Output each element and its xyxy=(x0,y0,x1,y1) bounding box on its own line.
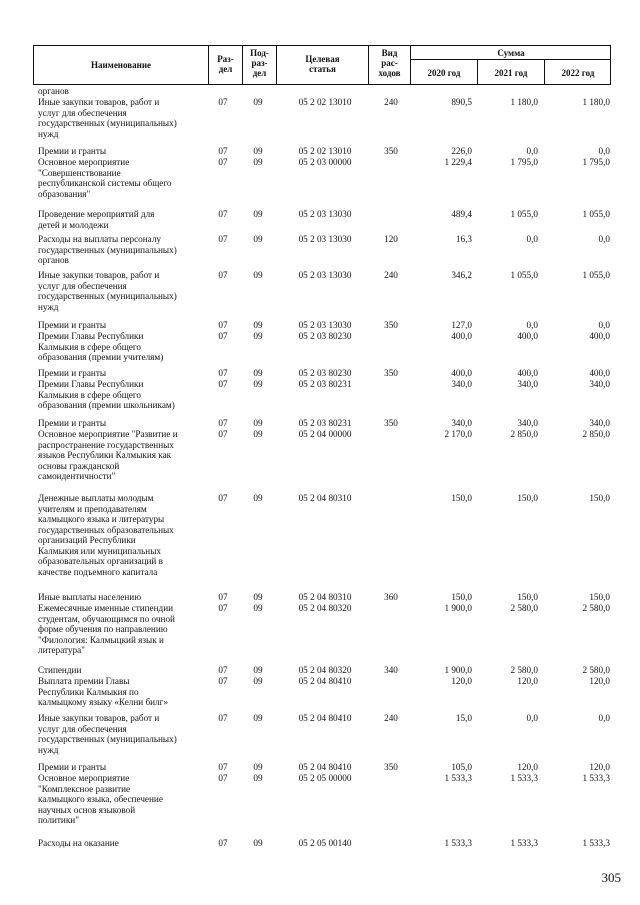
row-razdel: 07 xyxy=(218,713,228,723)
row-podrazdel: 09 xyxy=(253,429,263,439)
header-vid-rashodov: Вид рас- ходов xyxy=(378,48,401,78)
row-sum-2020: 127,0 xyxy=(451,320,472,330)
header-summa: Сумма xyxy=(497,48,525,58)
row-razdel: 07 xyxy=(218,234,228,244)
header-year-2022: 2022 год xyxy=(561,68,595,78)
row-sum-2021: 120,0 xyxy=(517,762,538,772)
row-sum-2022: 120,0 xyxy=(589,676,610,686)
row-celevaya-statya: 05 2 04 80410 xyxy=(298,676,352,686)
row-sum-2021: 400,0 xyxy=(517,368,538,378)
row-sum-2022: 120,0 xyxy=(589,762,610,772)
row-sum-2021: 2 850,0 xyxy=(510,429,538,439)
row-razdel: 07 xyxy=(218,592,228,602)
row-podrazdel: 09 xyxy=(253,320,263,330)
row-celevaya-statya: 05 2 05 00140 xyxy=(298,838,352,848)
row-sum-2021: 150,0 xyxy=(517,592,538,602)
row-sum-2020: 400,0 xyxy=(451,331,472,341)
row-sum-2022: 150,0 xyxy=(589,493,610,503)
row-sum-2020: 346,2 xyxy=(451,270,472,280)
row-sum-2021: 120,0 xyxy=(517,676,538,686)
row-sum-2020: 16,3 xyxy=(455,234,472,244)
row-sum-2022: 1 795,0 xyxy=(582,157,610,167)
row-sum-2022: 0,0 xyxy=(598,320,610,330)
row-podrazdel: 09 xyxy=(253,665,263,675)
row-sum-2021: 400,0 xyxy=(517,331,538,341)
row-name: Премии и гранты xyxy=(38,146,107,156)
row-name: Основное мероприятие "Комплексное развитие калмыцкого языка, обеспечение научных основ языковой политики" xyxy=(38,773,163,825)
row-podrazdel: 09 xyxy=(253,773,263,783)
row-celevaya-statya: 05 2 03 00000 xyxy=(298,157,352,167)
row-name: Ежемесячные именные стипендии студентам, обучающимся по очной форме обучения по направлению "Филология: Калмыцкий язык и литература" xyxy=(38,603,175,655)
row-sum-2020: 400,0 xyxy=(451,368,472,378)
page-number: 305 xyxy=(601,870,621,885)
row-podrazdel: 09 xyxy=(253,713,263,723)
row-sum-2020: 1 900,0 xyxy=(444,665,472,675)
row-sum-2021: 340,0 xyxy=(517,418,538,428)
row-celevaya-statya: 05 2 03 80231 xyxy=(298,379,352,389)
row-sum-2021: 1 055,0 xyxy=(510,209,538,219)
row-celevaya-statya: 05 2 04 80410 xyxy=(298,713,352,723)
row-sum-2022: 2 850,0 xyxy=(582,429,610,439)
header-podrazdel: Под- раз- дел xyxy=(250,48,269,78)
row-sum-2020: 150,0 xyxy=(451,493,472,503)
header-name: Наименование xyxy=(91,60,151,70)
header-divider xyxy=(410,59,611,60)
row-sum-2020: 1 229,4 xyxy=(444,157,472,167)
row-razdel: 07 xyxy=(218,429,228,439)
row-sum-2021: 1 055,0 xyxy=(510,270,538,280)
row-sum-2022: 400,0 xyxy=(589,368,610,378)
row-name: Премии и гранты xyxy=(38,762,107,772)
row-name: Иные закупки товаров, работ и услуг для обеспечения государственных (муниципальных) нужд xyxy=(38,270,177,312)
row-name: Основное мероприятие "Совершенствование республиканской системы общего образования" xyxy=(38,157,172,199)
row-razdel: 07 xyxy=(218,676,228,686)
row-podrazdel: 09 xyxy=(253,603,263,613)
row-celevaya-statya: 05 2 03 13030 xyxy=(298,320,352,330)
row-vid-rashodov: 120 xyxy=(384,234,398,244)
row-celevaya-statya: 05 2 03 80230 xyxy=(298,368,352,378)
row-sum-2020: 120,0 xyxy=(451,676,472,686)
row-name: Стипендии xyxy=(38,665,82,675)
row-celevaya-statya: 05 2 02 13010 xyxy=(298,97,352,107)
row-name: Проведение мероприятий для детей и молодежи xyxy=(38,209,155,230)
row-sum-2022: 1 055,0 xyxy=(582,209,610,219)
row-podrazdel: 09 xyxy=(253,762,263,772)
row-sum-2022: 0,0 xyxy=(598,234,610,244)
row-sum-2022: 340,0 xyxy=(589,418,610,428)
row-sum-2022: 1 533,3 xyxy=(582,838,610,848)
row-podrazdel: 09 xyxy=(253,838,263,848)
row-podrazdel: 09 xyxy=(253,592,263,602)
row-sum-2021: 340,0 xyxy=(517,379,538,389)
row-sum-2022: 150,0 xyxy=(589,592,610,602)
row-razdel: 07 xyxy=(218,209,228,219)
row-podrazdel: 09 xyxy=(253,379,263,389)
row-celevaya-statya: 05 2 04 80320 xyxy=(298,603,352,613)
row-sum-2021: 2 580,0 xyxy=(510,665,538,675)
row-name: Расходы на выплаты персоналу государственных (муниципальных) органов xyxy=(38,234,177,265)
row-sum-2022: 0,0 xyxy=(598,713,610,723)
row-vid-rashodov: 240 xyxy=(384,270,398,280)
row-name: Расходы на оказание xyxy=(38,838,119,848)
row-razdel: 07 xyxy=(218,146,228,156)
row-podrazdel: 09 xyxy=(253,493,263,503)
header-razdel: Раз- дел xyxy=(217,54,234,74)
row-celevaya-statya: 05 2 04 80320 xyxy=(298,665,352,675)
row-razdel: 07 xyxy=(218,603,228,613)
row-name: Иные выплаты населению xyxy=(38,592,142,602)
row-vid-rashodov: 350 xyxy=(384,368,398,378)
row-podrazdel: 09 xyxy=(253,234,263,244)
row-celevaya-statya: 05 2 05 00000 xyxy=(298,773,352,783)
row-podrazdel: 09 xyxy=(253,209,263,219)
row-podrazdel: 09 xyxy=(253,676,263,686)
row-razdel: 07 xyxy=(218,418,228,428)
row-sum-2022: 2 580,0 xyxy=(582,603,610,613)
header-celevaya-statya: Целевая статья xyxy=(305,54,340,74)
row-sum-2020: 1 533,3 xyxy=(444,838,472,848)
row-razdel: 07 xyxy=(218,270,228,280)
row-sum-2022: 1 055,0 xyxy=(582,270,610,280)
row-razdel: 07 xyxy=(218,665,228,675)
row-name: Денежные выплаты молодым учителям и преподавателям калмыцкого языка и литературы государственных образовательных организаций Республики Калмыкия или муниципальных образовательных организаций в качестве подъемного капитала xyxy=(38,493,174,577)
row-name: Иные закупки товаров, работ и услуг для обеспечения государственных (муниципальных) нужд xyxy=(38,713,177,755)
row-sum-2022: 1 180,0 xyxy=(582,97,610,107)
row-name: Премии Главы Республики Калмыкия в сфере общего образования (премии школьникам) xyxy=(38,379,175,410)
row-razdel: 07 xyxy=(218,493,228,503)
row-podrazdel: 09 xyxy=(253,368,263,378)
row-name: органов xyxy=(38,86,69,96)
row-sum-2021: 1 795,0 xyxy=(510,157,538,167)
row-celevaya-statya: 05 2 03 13030 xyxy=(298,209,352,219)
row-sum-2021: 1 533,3 xyxy=(510,838,538,848)
row-sum-2020: 1 900,0 xyxy=(444,603,472,613)
row-vid-rashodov: 240 xyxy=(384,97,398,107)
row-sum-2022: 1 533,3 xyxy=(582,773,610,783)
header-year-2020: 2020 год xyxy=(427,68,461,78)
row-name: Основное мероприятие "Развитие и распространение государственных языков Республики Калмыкия как основы гражданской самоидентичности" xyxy=(38,429,178,481)
row-razdel: 07 xyxy=(218,157,228,167)
row-podrazdel: 09 xyxy=(253,157,263,167)
row-sum-2022: 340,0 xyxy=(589,379,610,389)
row-sum-2020: 2 170,0 xyxy=(444,429,472,439)
row-vid-rashodov: 350 xyxy=(384,418,398,428)
row-sum-2020: 890,5 xyxy=(451,97,472,107)
row-podrazdel: 09 xyxy=(253,331,263,341)
row-name: Выплата премии Главы Республики Калмыкия по калмыцкому языку «Келни билг» xyxy=(38,676,169,707)
row-vid-rashodov: 360 xyxy=(384,592,398,602)
row-celevaya-statya: 05 2 04 00000 xyxy=(298,429,352,439)
row-name: Премии и гранты xyxy=(38,368,107,378)
row-vid-rashodov: 350 xyxy=(384,320,398,330)
row-vid-rashodov: 240 xyxy=(384,713,398,723)
row-celevaya-statya: 05 2 04 80310 xyxy=(298,592,352,602)
row-sum-2020: 226,0 xyxy=(451,146,472,156)
row-sum-2021: 0,0 xyxy=(526,320,538,330)
row-sum-2021: 1 180,0 xyxy=(510,97,538,107)
row-sum-2020: 105,0 xyxy=(451,762,472,772)
row-sum-2020: 1 533,3 xyxy=(444,773,472,783)
row-sum-2020: 15,0 xyxy=(455,713,472,723)
row-celevaya-statya: 05 2 03 13030 xyxy=(298,234,352,244)
row-name: Премии Главы Республики Калмыкия в сфере общего образования (премии учителям) xyxy=(38,331,164,362)
row-name: Иные закупки товаров, работ и услуг для обеспечения государственных (муниципальных) нужд xyxy=(38,97,177,139)
row-podrazdel: 09 xyxy=(253,97,263,107)
row-name: Премии и гранты xyxy=(38,418,107,428)
row-razdel: 07 xyxy=(218,97,228,107)
header-year-2021: 2021 год xyxy=(494,68,528,78)
row-sum-2022: 400,0 xyxy=(589,331,610,341)
row-celevaya-statya: 05 2 04 80310 xyxy=(298,493,352,503)
row-sum-2021: 2 580,0 xyxy=(510,603,538,613)
row-sum-2020: 340,0 xyxy=(451,379,472,389)
row-vid-rashodov: 340 xyxy=(384,665,398,675)
row-sum-2021: 0,0 xyxy=(526,234,538,244)
row-razdel: 07 xyxy=(218,331,228,341)
row-sum-2022: 0,0 xyxy=(598,146,610,156)
row-celevaya-statya: 05 2 03 13030 xyxy=(298,270,352,280)
row-sum-2022: 2 580,0 xyxy=(582,665,610,675)
row-celevaya-statya: 05 2 04 80410 xyxy=(298,762,352,772)
row-razdel: 07 xyxy=(218,762,228,772)
row-name: Премии и гранты xyxy=(38,320,107,330)
row-razdel: 07 xyxy=(218,368,228,378)
row-sum-2021: 150,0 xyxy=(517,493,538,503)
row-razdel: 07 xyxy=(218,379,228,389)
row-vid-rashodov: 350 xyxy=(384,762,398,772)
row-sum-2020: 489,4 xyxy=(451,209,472,219)
row-celevaya-statya: 05 2 03 80231 xyxy=(298,418,352,428)
row-celevaya-statya: 05 2 03 80230 xyxy=(298,331,352,341)
row-podrazdel: 09 xyxy=(253,146,263,156)
row-vid-rashodov: 350 xyxy=(384,146,398,156)
row-razdel: 07 xyxy=(218,773,228,783)
table-header xyxy=(33,45,611,85)
row-razdel: 07 xyxy=(218,838,228,848)
row-celevaya-statya: 05 2 02 13010 xyxy=(298,146,352,156)
row-sum-2021: 0,0 xyxy=(526,713,538,723)
row-razdel: 07 xyxy=(218,320,228,330)
row-sum-2021: 1 533,3 xyxy=(510,773,538,783)
row-sum-2021: 0,0 xyxy=(526,146,538,156)
row-podrazdel: 09 xyxy=(253,270,263,280)
row-podrazdel: 09 xyxy=(253,418,263,428)
row-sum-2020: 150,0 xyxy=(451,592,472,602)
row-sum-2020: 340,0 xyxy=(451,418,472,428)
